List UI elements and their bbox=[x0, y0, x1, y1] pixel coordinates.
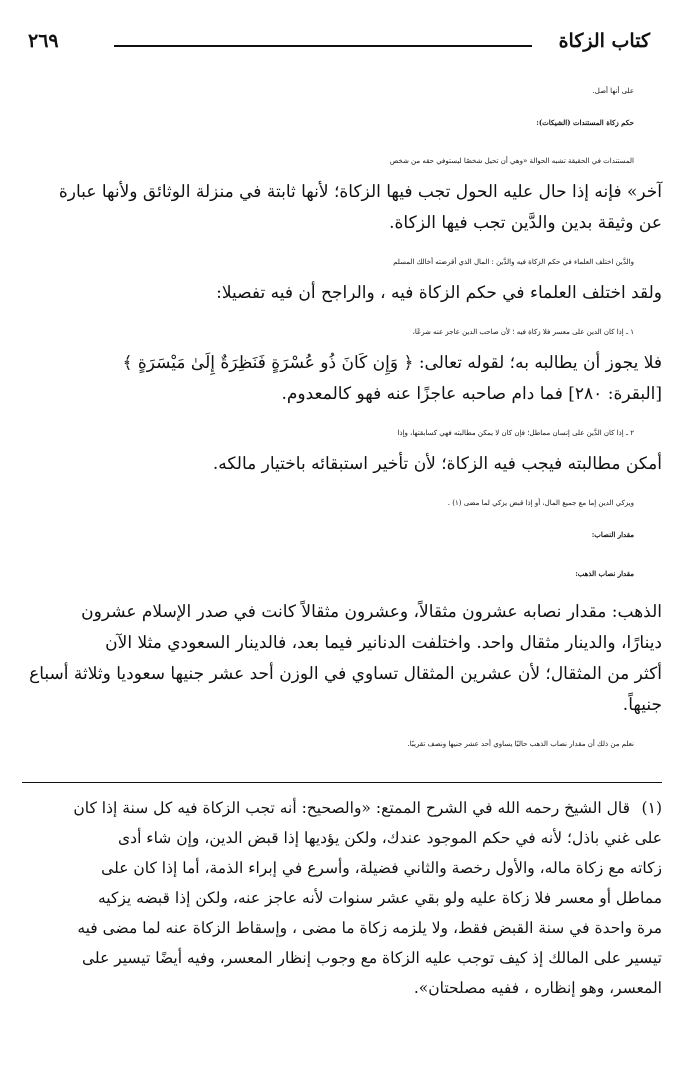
text-line: جنيهاً. bbox=[622, 695, 662, 715]
footnote-marker: (١) bbox=[641, 799, 662, 817]
footnote-line: زكاته مع زكاة ماله، والأول رخصة والثاني فضيلة، وأسرع في إبراء الذمة، أما إذا كان على bbox=[101, 859, 662, 877]
footnote bbox=[22, 793, 662, 1003]
quran-verse-line: فلا يجوز أن يطالبه به؛ لقوله تعالى: ﴿ وَإِن كَانَ ذُو عُسْرَةٍ فَنَظِرَةٌ إِلَىٰ مَيْسَرَةٍ ﴾ bbox=[122, 353, 662, 373]
text-line: ٢ ـ إذا كان الدَّين على إنسان مماطل؛ فإن كان لا يمكن مطالبته فهي كسابقتها، وإذا bbox=[397, 429, 634, 437]
footnote-separator bbox=[22, 782, 662, 783]
main-text bbox=[22, 76, 662, 760]
text-line: آخر» فإنه إذا حال عليه الحول تجب فيها الزكاة؛ لأنها ثابتة في منزلة الوثائق ولأنها عبارة bbox=[58, 182, 662, 202]
text-line: ويزكي الدين إما مع جميع المال، أو إذا قبض يزكي لما مضى (١) . bbox=[447, 499, 634, 507]
text-line: [البقرة: ٢٨٠] فما دام صاحبه عاجزًا عنه فهو كالمعدوم. bbox=[281, 384, 662, 404]
section-heading-cheques: حكم زكاة المستندات (الشيكات): bbox=[536, 118, 634, 127]
footnote-line: مماطل أو معسر فلا زكاة عليه ولو بقي عشر سنوات لأنه عاجز عنه، ولكن إذا قبضه يزكيه bbox=[97, 889, 662, 907]
page-number: ٢٦٩ bbox=[28, 30, 59, 52]
text-line: أكثر من المثقال؛ لأن عشرين المثقال تساوي في الوزن أحد عشر جنيها سعوديا وثلاثة أسباع bbox=[29, 664, 662, 684]
footnote-line: (١)قال الشيخ رحمه الله في الشرح الممتع: «والصحيح: أنه تجب الزكاة فيه كل سنة إذا كان bbox=[22, 793, 662, 823]
text-line: دينارًا، والدينار مثقال واحد. واختلفت الدنانير فيما بعد، فالدينار السعودي مثلا الآن bbox=[105, 633, 662, 653]
text-line: ولقد اختلف العلماء في حكم الزكاة فيه ، والراجح أن فيه تفصيلا: bbox=[216, 283, 662, 303]
text-line: المستندات في الحقيقة تشبه الحوالة «وهي أن تحيل شخصًا ليستوفي حقه من شخص bbox=[389, 157, 634, 165]
chapter-title: كتاب الزكاة bbox=[558, 30, 650, 52]
text-line: أمكن مطالبته فيجب فيه الزكاة؛ لأن تأخير استبقائه باختيار مالكه. bbox=[212, 454, 662, 474]
footnote-line: تيسير على المالك إذ كيف توجب عليه الزكاة مع وجوب إنظار المعسر، وفيه أيضًا تيسير على bbox=[82, 949, 662, 967]
footnote-line: على غني باذل؛ لأنه في حكم الموجود عندك، ولكن يؤديها إذا قبض الدين، وإن شاء أدى bbox=[118, 829, 662, 847]
text-line: الذهب: مقدار نصابه عشرون مثقالاً، وعشرون مثقالاً كانت في صدر الإسلام عشرون bbox=[81, 602, 662, 622]
text-line: على أنها أصل. bbox=[592, 87, 634, 95]
header-rule bbox=[114, 45, 532, 47]
running-header bbox=[22, 28, 662, 62]
section-heading-gold-nisab: مقدار نصاب الذهب: bbox=[575, 569, 634, 578]
footnote-line: المعسر، وهو إنظاره ، ففيه مصلحتان». bbox=[413, 979, 662, 997]
footnote-line: مرة واحدة في سنة القبض فقط، ولا يلزمه زكاة ما مضى ، وإسقاط الزكاة عنه لما مضى فيه bbox=[77, 919, 662, 937]
section-heading-nisab: مقدار النصاب: bbox=[591, 530, 634, 539]
text-line: والدَّين اختلف العلماء في حكم الزكاة فيه والدَّين : المال الذي أقرضته أخالك المسلم bbox=[393, 258, 634, 266]
text-line: عن وثيقة بدين والدَّين تجب فيها الزكاة. bbox=[389, 213, 662, 233]
text-line: نعلم من ذلك أن مقدار نصاب الذهب حاليًا يساوي أحد عشر جنيها ونصف تقريبًا. bbox=[407, 740, 634, 748]
text-line: ١ ـ إذا كان الدين على معسر فلا زكاة فيه ؛ لأن صاحب الدين عاجز عنه شرعًا، bbox=[412, 328, 634, 336]
